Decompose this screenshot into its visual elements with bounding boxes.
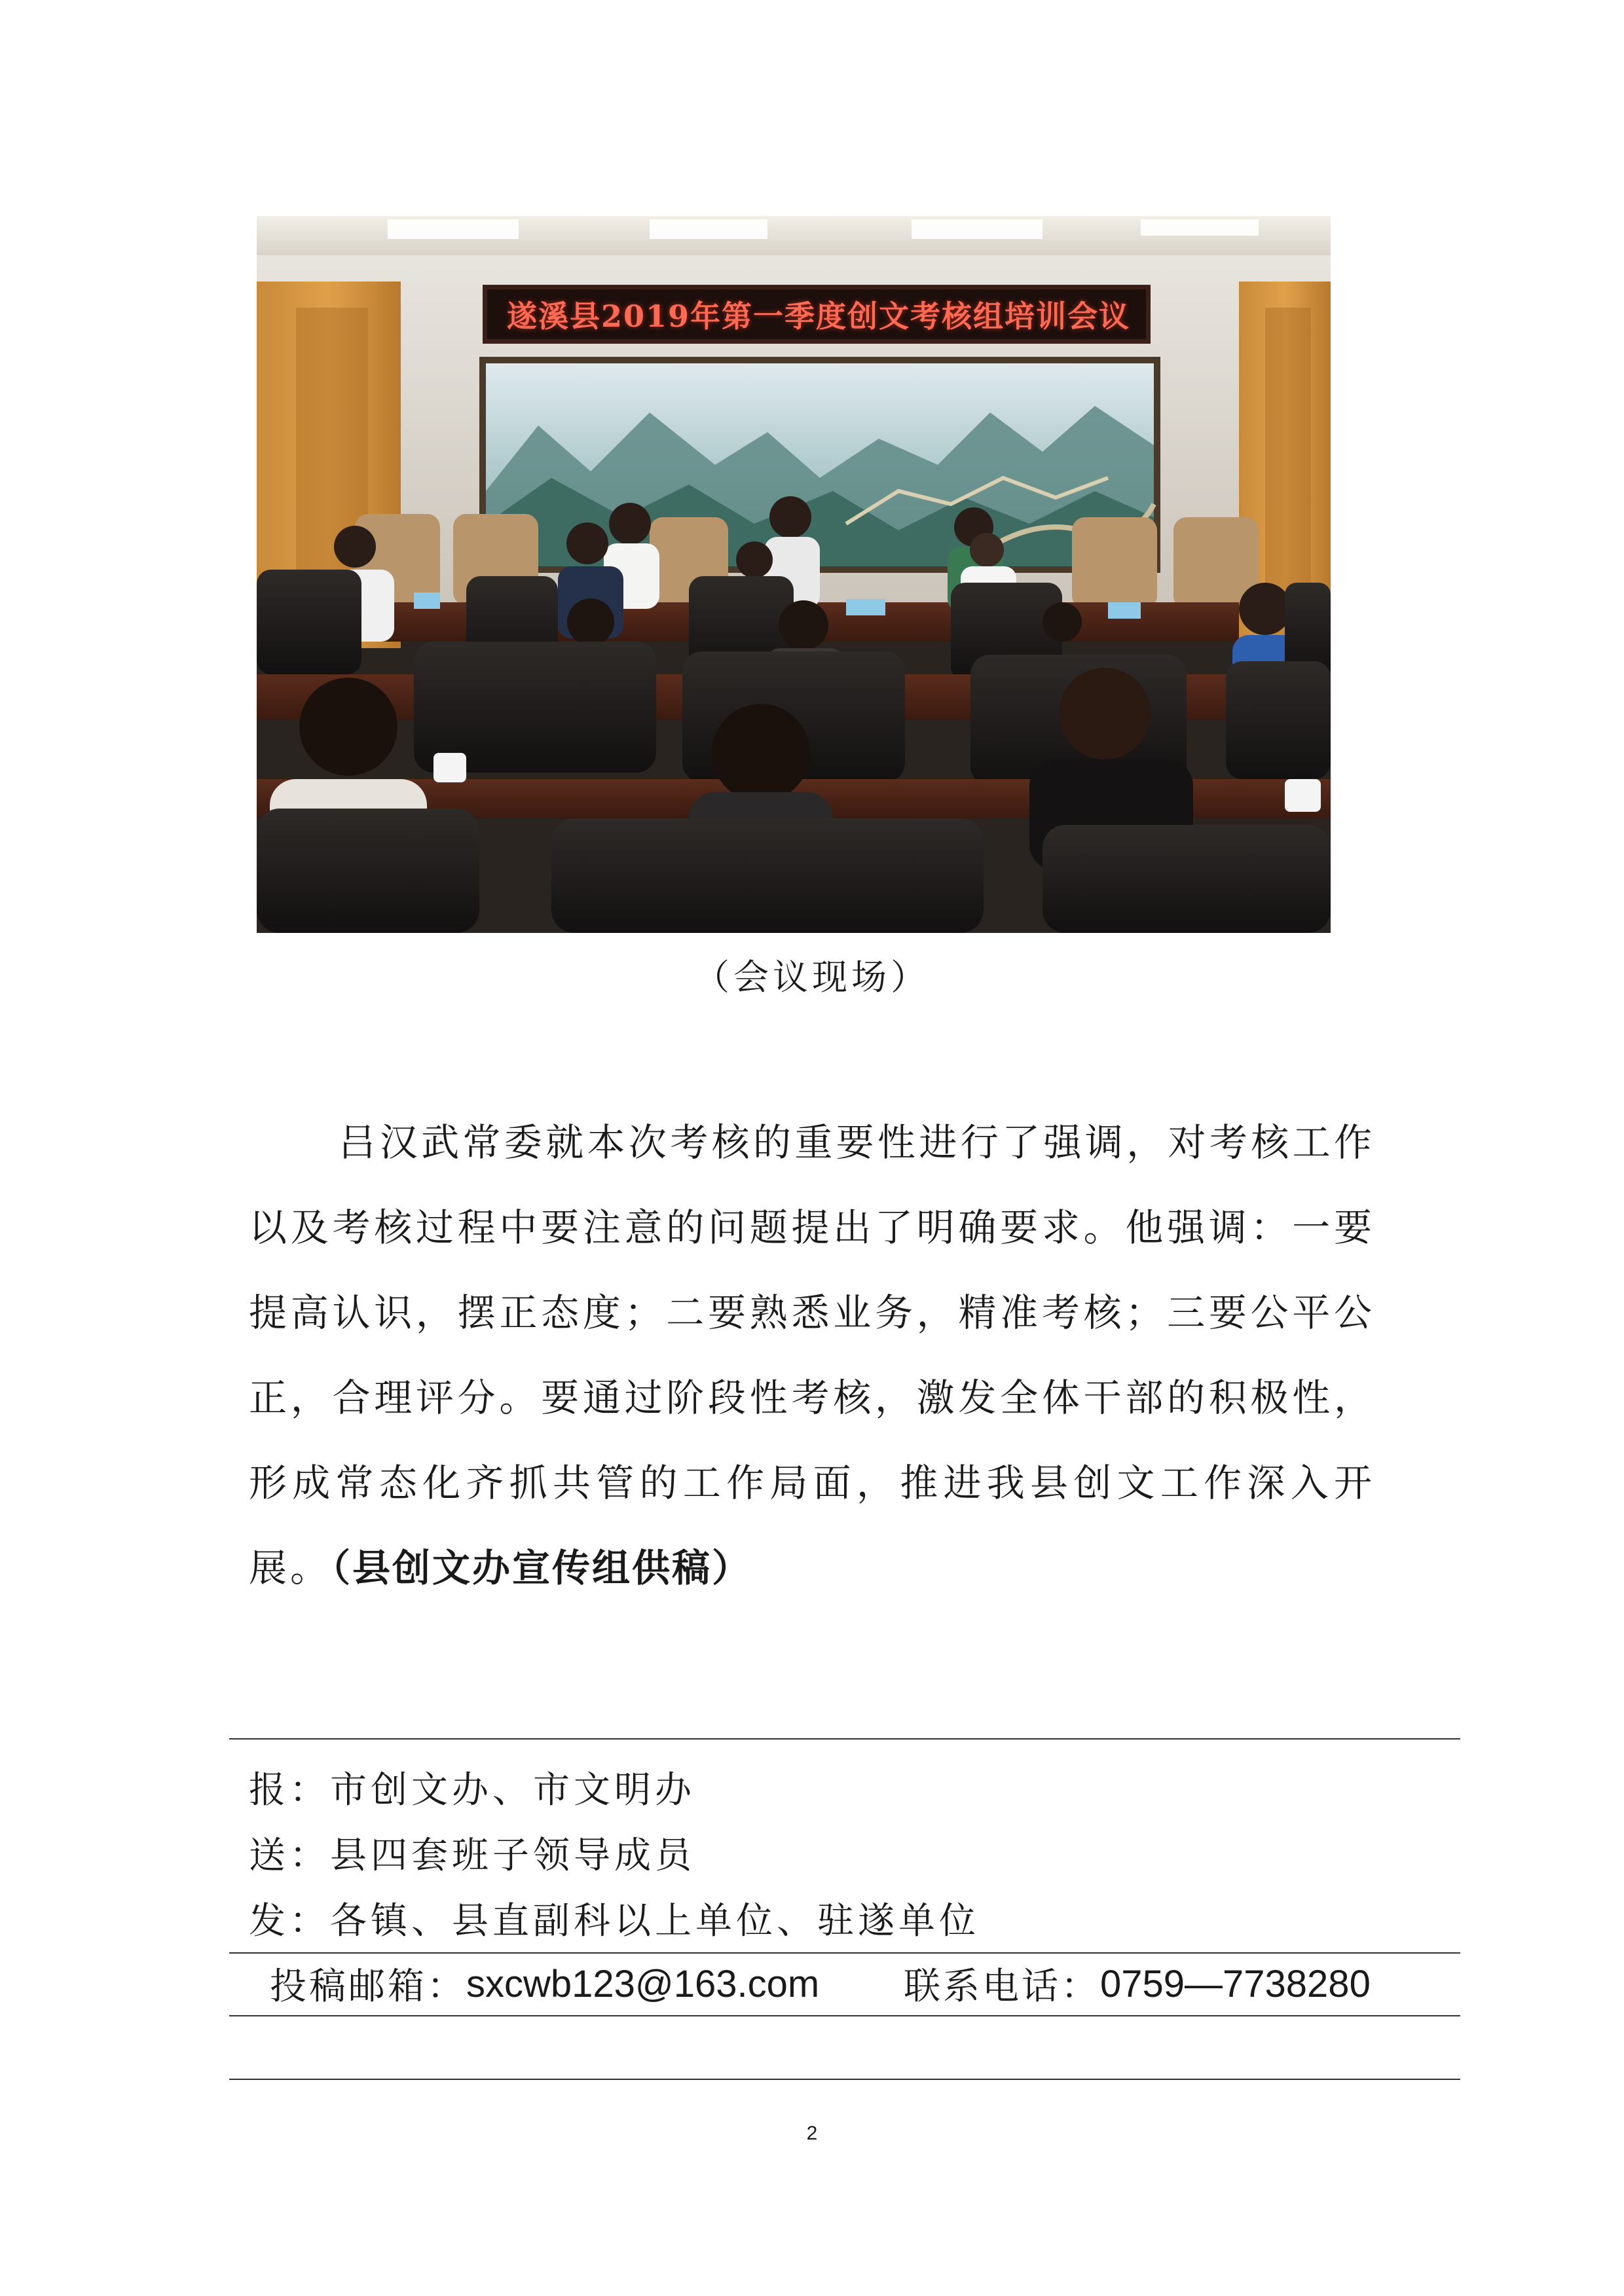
article-paragraph: [249, 1100, 1375, 1611]
email-value: sxcwb123@163.com: [466, 1962, 820, 2005]
divider-lower: [229, 2015, 1460, 2016]
paragraph-source: （县创文办宣传组供稿）: [331, 1546, 752, 1590]
contact-email: [270, 1958, 819, 2010]
distribution-report: 报：市创文办、市文明办: [249, 1769, 695, 1812]
photo-caption: （会议现场）: [694, 957, 930, 998]
phone-value: 0759—7738280: [1100, 1962, 1371, 2005]
phone-label: 联系电话：: [904, 1965, 1100, 2008]
paragraph-main-text: 吕汉武常委就本次考核的重要性进行了强调，对考核工作以及考核过程中要注意的问题提出了明确要求。他强调：一要提高认识，摆正态度；二要熟悉业务，精准考核；三要公平公正，合理评分。要通过阶段性考核，激发全体干部的积极性，形成常态化齐抓共管的工作局面，推进我县创文工作深入开展。: [249, 1120, 1375, 1590]
email-label: 投稿邮箱：: [270, 1965, 466, 2008]
meeting-banner-text: 遂溪县2019年第一季度创文考核组培训会议: [506, 299, 1131, 334]
divider-top: [229, 1738, 1460, 1740]
page-number: 2: [806, 2123, 818, 2144]
distribution-send: 送：县四套班子领导成员: [249, 1834, 695, 1877]
contact-phone: [904, 1958, 1371, 2010]
divider-bottom: [229, 2079, 1460, 2080]
distribution-issue: 发：各镇、县直副科以上单位、驻遂单位: [249, 1900, 980, 1942]
divider-middle: [229, 1952, 1460, 1954]
